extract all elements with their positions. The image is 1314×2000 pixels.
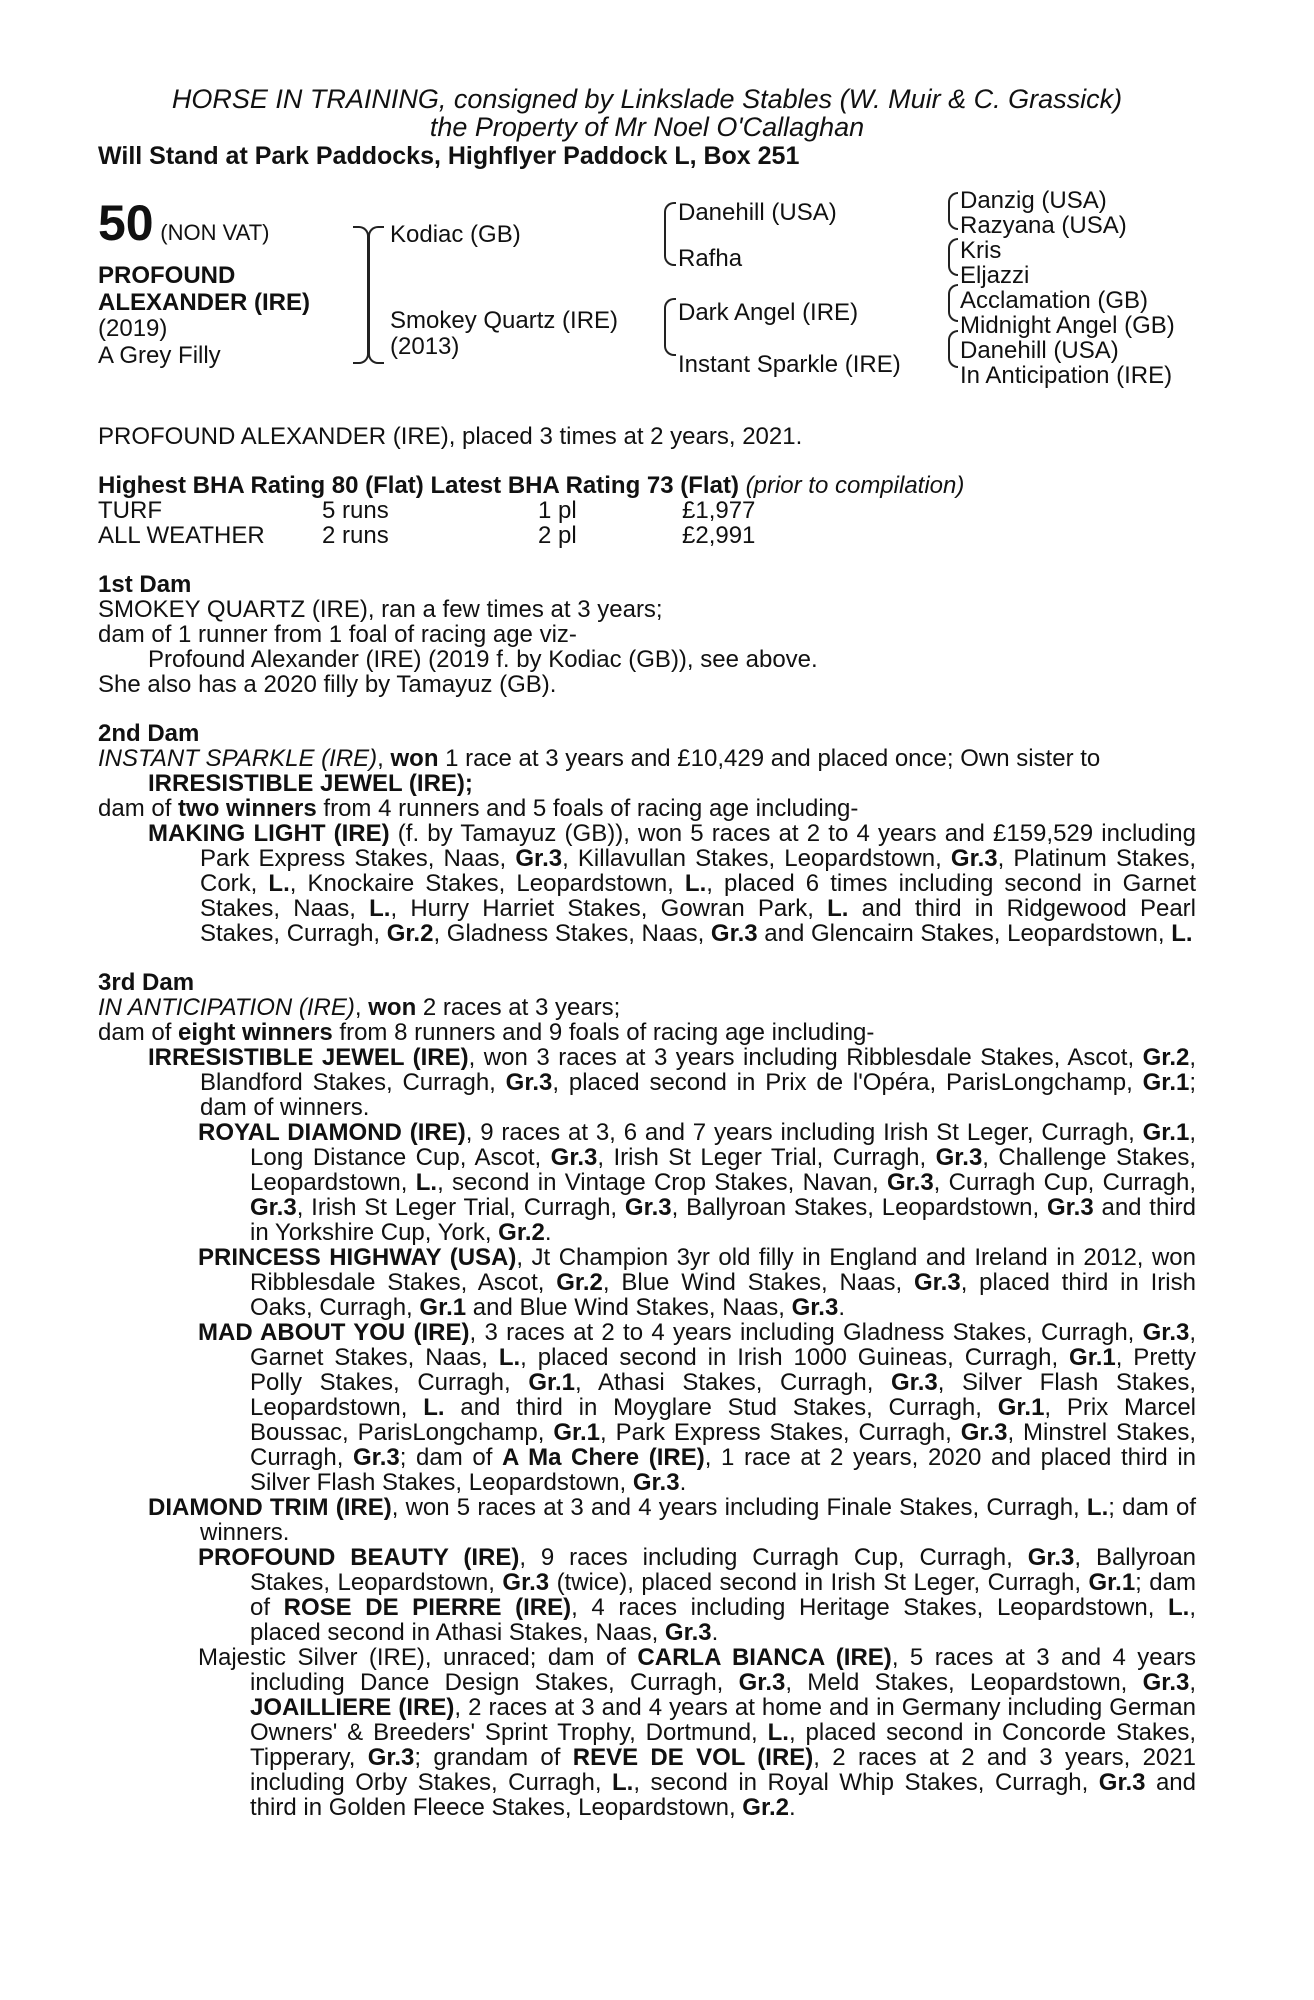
rating-placings: 2 pl: [538, 522, 577, 549]
pedigree-brace: [353, 226, 369, 364]
catalogue-page: [98, 84, 1196, 1820]
lot-number: 50: [98, 195, 154, 251]
sire: Kodiac (GB): [390, 221, 521, 248]
section-heading: 3rd Dam: [98, 969, 195, 996]
section-heading: 1st Dam: [98, 571, 192, 598]
pedigree-brace: [948, 192, 958, 230]
dam: Smokey Quartz (IRE): [390, 307, 619, 334]
produce-intro: dam of eight winners from 8 runners and 9 foals of racing age including-: [98, 1019, 875, 1046]
rating-runs: 2 runs: [322, 522, 389, 549]
dam-dam: Instant Sparkle (IRE): [678, 351, 901, 378]
stand-location: Will Stand at Park Paddocks, Highflyer Paddock L, Box 251: [98, 142, 800, 170]
first-dam-section: [98, 572, 1196, 697]
race-summary: PROFOUND ALEXANDER (IRE), placed 3 times at 2 years, 2021.: [98, 423, 803, 450]
pedigree-g2: Razyana (USA): [960, 212, 1127, 239]
lot-number-block: [98, 195, 270, 251]
rating-line: [98, 473, 1196, 498]
rating-section: [98, 473, 1196, 548]
produce-entry: PRINCESS HIGHWAY (USA), Jt Champion 3yr old filly in England and Ireland in 2012, won Ribblesdale Stakes, Ascot, Gr.2, Blue Wind Stakes, Naas, Gr.3, placed third in Irish Oaks, Curragh, Gr.1 and Blue Wind Stakes, Naas, Gr.3.: [198, 1244, 1196, 1321]
produce-intro: dam of 1 runner from 1 foal of racing age viz-: [98, 621, 577, 648]
pedigree-g6: Midnight Angel (GB): [960, 312, 1175, 339]
pedigree-chart: [98, 188, 1196, 414]
vat-status: (NON VAT): [160, 220, 270, 245]
produce-entry: MAD ABOUT YOU (IRE), 3 races at 2 to 4 years including Gladness Stakes, Curragh, Gr.3, Garnet Stakes, Naas, L., placed second in Irish 1000 Guineas, Curragh, Gr.1, Pretty Polly Stakes, Curragh, Gr.1, Athasi Stakes, Curragh, Gr.3, Silver Flash Stakes, Leopardstown, L. and third in Moyglare Stud Stakes, Curragh, Gr.1, Prix Marcel Boussac, ParisLongchamp, Gr.1, Park Express Stakes, Curragh, Gr.3, Minstrel Stakes, Curragh, Gr.3; dam of A Ma Chere (IRE), 1 race at 2 years, 2020 and placed third in Silver Flash Stakes, Leopardstown, Gr.3.: [198, 1319, 1197, 1496]
pedigree-brace: [948, 330, 958, 368]
pedigree-brace: [948, 284, 958, 322]
dam-record: IN ANTICIPATION (IRE), won 2 races at 3 years;: [98, 994, 621, 1021]
pedigree-g3: Kris: [960, 237, 1002, 264]
produce-entry: IRRESISTIBLE JEWEL (IRE), won 3 races at 3 years including Ribblesdale Stakes, Ascot, Gr.2, Blandford Stakes, Curragh, Gr.3, placed second in Prix de l'Opéra, ParisLongchamp, Gr.1; dam of winners.: [148, 1044, 1197, 1121]
dam-record: SMOKEY QUARTZ (IRE), ran a few times at 3 years;: [98, 596, 663, 623]
pedigree-brace: [664, 202, 676, 266]
produce-entry: PROFOUND BEAUTY (IRE), 9 races including Curragh Cup, Curragh, Gr.3, Ballyroan Stakes, Leopardstown, Gr.3 (twice), placed second in Irish St Leger, Curragh, Gr.1; dam of ROSE DE PIERRE (IRE), 4 races including Heritage Stakes, Leopardstown, L., placed second in Athasi Stakes, Naas, Gr.3.: [198, 1544, 1197, 1646]
pedigree-g7: Danehill (USA): [960, 337, 1119, 364]
pedigree-brace: [948, 238, 958, 276]
sister-name: IRRESISTIBLE JEWEL (IRE);: [148, 770, 473, 797]
pedigree-brace: [664, 298, 676, 356]
pedigree-g1: Danzig (USA): [960, 187, 1107, 214]
rating-surface: TURF: [98, 497, 162, 524]
section-heading: 2nd Dam: [98, 720, 200, 747]
dam-year: (2013): [390, 333, 460, 360]
horse-description: A Grey Filly: [98, 342, 221, 369]
rating-surface: ALL WEATHER: [98, 522, 265, 549]
rating-prize: £2,991: [682, 522, 756, 549]
produce-entry: ROYAL DIAMOND (IRE), 9 races at 3, 6 and 7 years including Irish St Leger, Curragh, Gr.1, Long Distance Cup, Ascot, Gr.3, Irish St Leger Trial, Curragh, Gr.3, Challenge Stakes, Leopardstown, L., second in Vintage Crop Stakes, Navan, Gr.3, Curragh Cup, Curragh, Gr.3, Irish St Leger Trial, Curragh, Gr.3, Ballyroan Stakes, Leopardstown, Gr.3 and third in Yorkshire Cup, York, Gr.2.: [198, 1119, 1197, 1246]
property-line: the Property of Mr Noel O'Callaghan: [429, 112, 865, 142]
pedigree-g8: In Anticipation (IRE): [960, 362, 1173, 389]
rating-note: (prior to compilation): [745, 472, 965, 499]
second-dam-section: [98, 721, 1196, 946]
horse-name-line1: PROFOUND: [98, 262, 236, 289]
rating-row: [98, 498, 1196, 523]
horse-year: (2019): [98, 315, 168, 342]
third-dam-section: [98, 970, 1196, 1820]
pedigree-g4: Eljazzi: [960, 262, 1030, 289]
pedigree-brace: [368, 226, 384, 364]
sire-dam: Rafha: [678, 245, 743, 272]
consignor-line: HORSE IN TRAINING, consigned by Linkslade Stables (W. Muir & C. Grassick): [171, 84, 1123, 114]
pedigree-g5: Acclamation (GB): [960, 287, 1149, 314]
rating-runs: 5 runs: [322, 497, 389, 524]
produce-entry: Majestic Silver (IRE), unraced; dam of CARLA BIANCA (IRE), 5 races at 3 and 4 years including Dance Design Stakes, Curragh, Gr.3, Meld Stakes, Leopardstown, Gr.3, JOAILLIERE (IRE), 2 races at 3 and 4 years at home and in Germany including German Owners' & Breeders' Sprint Trophy, Dortmund, L., placed second in Concorde Stakes, Tipperary, Gr.3; grandam of REVE DE VOL (IRE), 2 races at 2 and 3 years, 2021 including Orby Stakes, Curragh, L., second in Royal Whip Stakes, Curragh, Gr.3 and third in Golden Fleece Stakes, Leopardstown, Gr.2.: [198, 1644, 1197, 1821]
produce-intro: dam of two winners from 4 runners and 5 foals of racing age including-: [98, 795, 859, 822]
produce-entry: MAKING LIGHT (IRE) (f. by Tamayuz (GB)), won 5 races at 2 to 4 years and £159,529 including Park Express Stakes, Naas, Gr.3, Killavullan Stakes, Leopardstown, Gr.3, Platinum Stakes, Cork, L., Knockaire Stakes, Leopardstown, L., placed 6 times including second in Garnet Stakes, Naas, L., Hurry Harriet Stakes, Gowran Park, L. and third in Ridgewood Pearl Stakes, Curragh, Gr.2, Gladness Stakes, Naas, Gr.3 and Glencairn Stakes, Leopardstown, L.: [148, 820, 1197, 947]
rating-placings: 1 pl: [538, 497, 577, 524]
produce-entry: Profound Alexander (IRE) (2019 f. by Kodiac (GB)), see above.: [148, 646, 818, 673]
rating-label: Highest BHA Rating 80 (Flat) Latest BHA Rating 73 (Flat): [98, 472, 739, 499]
dam-sire: Dark Angel (IRE): [678, 299, 859, 326]
rating-prize: £1,977: [682, 497, 756, 524]
horse-name-line2: ALEXANDER (IRE): [98, 289, 311, 316]
sire-sire: Danehill (USA): [678, 199, 837, 226]
produce-entry: DIAMOND TRIM (IRE), won 5 races at 3 and 4 years including Finale Stakes, Curragh, L.; dam of winners.: [148, 1494, 1197, 1546]
rating-row: [98, 523, 1196, 548]
produce-note: She also has a 2020 filly by Tamayuz (GB).: [98, 671, 557, 698]
dam-record: INSTANT SPARKLE (IRE), won 1 race at 3 years and £10,429 and placed once; Own sister to: [98, 745, 1101, 772]
